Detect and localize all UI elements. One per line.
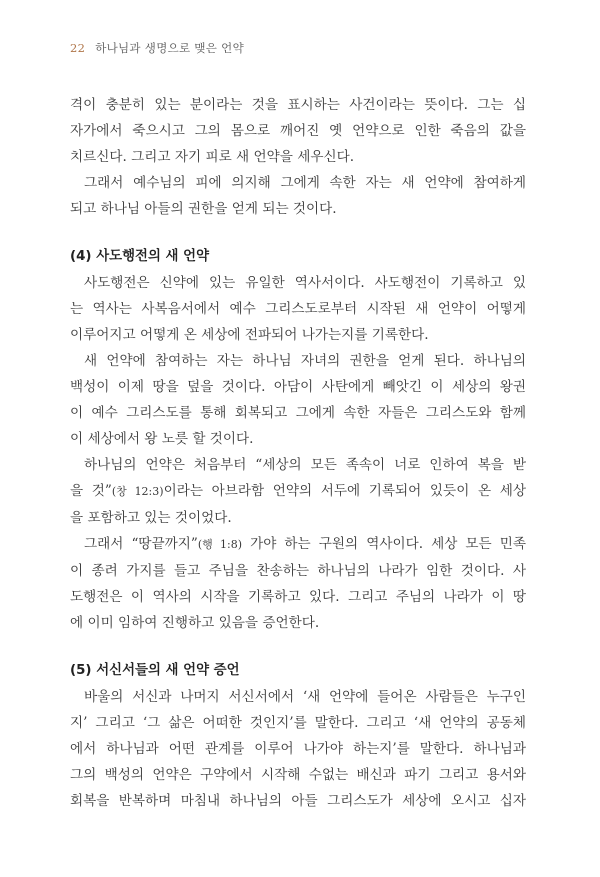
text-line: 새 언약에 참여하는 자는 하나님 자녀의 권한을 얻게 된다. 하나님의	[84, 353, 526, 369]
section-heading-4: (4) 사도행전의 새 언약	[70, 249, 210, 264]
text-line: 이 세상에서 왕 노릇 할 것이다.	[70, 431, 254, 447]
text-line: 에 이미 임하여 진행하고 있음을 증언한다.	[70, 615, 320, 631]
page-number: 22	[70, 41, 86, 55]
paragraph-intro-2	[70, 170, 526, 222]
text-line: 하나님의 언약은 처음부터 “세상의 모든 족속이 너로 인하여 복을 받	[84, 457, 526, 473]
running-head-title: 하나님과 생명으로 맺은 언약	[95, 41, 244, 55]
paragraph-4-4	[70, 531, 526, 636]
text-run: 가야 하는 구원의 역사이다. 세상 모든 민족	[242, 536, 526, 552]
text-line: 에서 하나님과 어떤 관계를 이루어 나가야 하는지’를 말한다. 하나님과	[70, 741, 526, 757]
text-line: 바울의 서신과 나머지 서신서에서 ‘새 언약에 들어온 사람들은 누구인	[84, 689, 526, 705]
text-line: 그의 백성의 언약은 구약에서 시작해 수없는 배신과 파기 그리고 용서와	[70, 767, 526, 783]
text-line	[70, 531, 526, 558]
text-line: 격이 충분히 있는 분이라는 것을 표시하는 사건이라는 뜻이다. 그는 십	[70, 97, 526, 113]
text-line: 백성이 이제 땅을 덮을 것이다. 아담이 사탄에게 빼앗긴 이 세상의 왕권	[70, 379, 526, 395]
text-line: 도행전은 이 역사의 시작을 기록하고 있다. 그리고 주님의 나라가 이 땅	[70, 589, 526, 605]
text-run: 그래서 “땅끝까지”	[84, 536, 198, 552]
scripture-reference: (창 12:3)	[111, 485, 164, 498]
text-line: 지’ 그리고 ‘그 삶은 어떠한 것인지’를 말한다. 그리고 ‘새 언약의 공동체	[70, 715, 526, 731]
text-line: 자가에서 죽으시고 그의 몸으로 깨어진 옛 언약으로 인한 죽음의 값을	[70, 123, 526, 139]
text-line: 그래서 예수님의 피에 의지해 그에게 속한 자는 새 언약에 참여하게	[84, 175, 526, 191]
section-heading-5: (5) 서신서들의 새 언약 증언	[70, 663, 240, 678]
text-line: 이 종려 가지를 들고 주님을 찬송하는 하나님의 나라가 임한 것이다. 사	[70, 563, 526, 579]
text-line: 치르신다. 그리고 자기 피로 새 언약을 세우신다.	[70, 149, 355, 165]
page-body	[70, 92, 526, 814]
paragraph-4-1	[70, 270, 526, 348]
text-line: 을 포함하고 있는 것이었다.	[70, 510, 232, 526]
text-run: 이라는 아브라함 언약의 서두에 기록되어 있듯이 온 세상	[163, 483, 526, 499]
text-line	[70, 478, 526, 505]
paragraph-intro-1	[70, 92, 526, 170]
text-line: 사도행전은 신약에 있는 유일한 역사서이다. 사도행전이 기록하고 있	[84, 275, 526, 291]
paragraph-5-1	[70, 684, 526, 814]
scripture-reference: (행 1:8)	[197, 538, 243, 551]
paragraph-4-3	[70, 452, 526, 531]
text-line: 되고 하나님 아들의 권한을 얻게 되는 것이다.	[70, 201, 337, 217]
text-line: 이루어지고 어떻게 온 세상에 전파되어 나가는지를 기록한다.	[70, 327, 429, 343]
running-head	[70, 40, 244, 56]
text-line: 는 역사는 사복음서에서 예수 그리스도로부터 시작된 새 언약이 어떻게	[70, 301, 526, 317]
text-line: 회복을 반복하며 마침내 하나님의 아들 그리스도가 세상에 오시고 십자	[70, 793, 526, 809]
text-run: 을 것”	[70, 483, 112, 499]
paragraph-4-2	[70, 348, 526, 452]
text-line: 이 예수 그리스도를 통해 회복되고 그에게 속한 자들은 그리스도와 함께	[70, 405, 526, 421]
